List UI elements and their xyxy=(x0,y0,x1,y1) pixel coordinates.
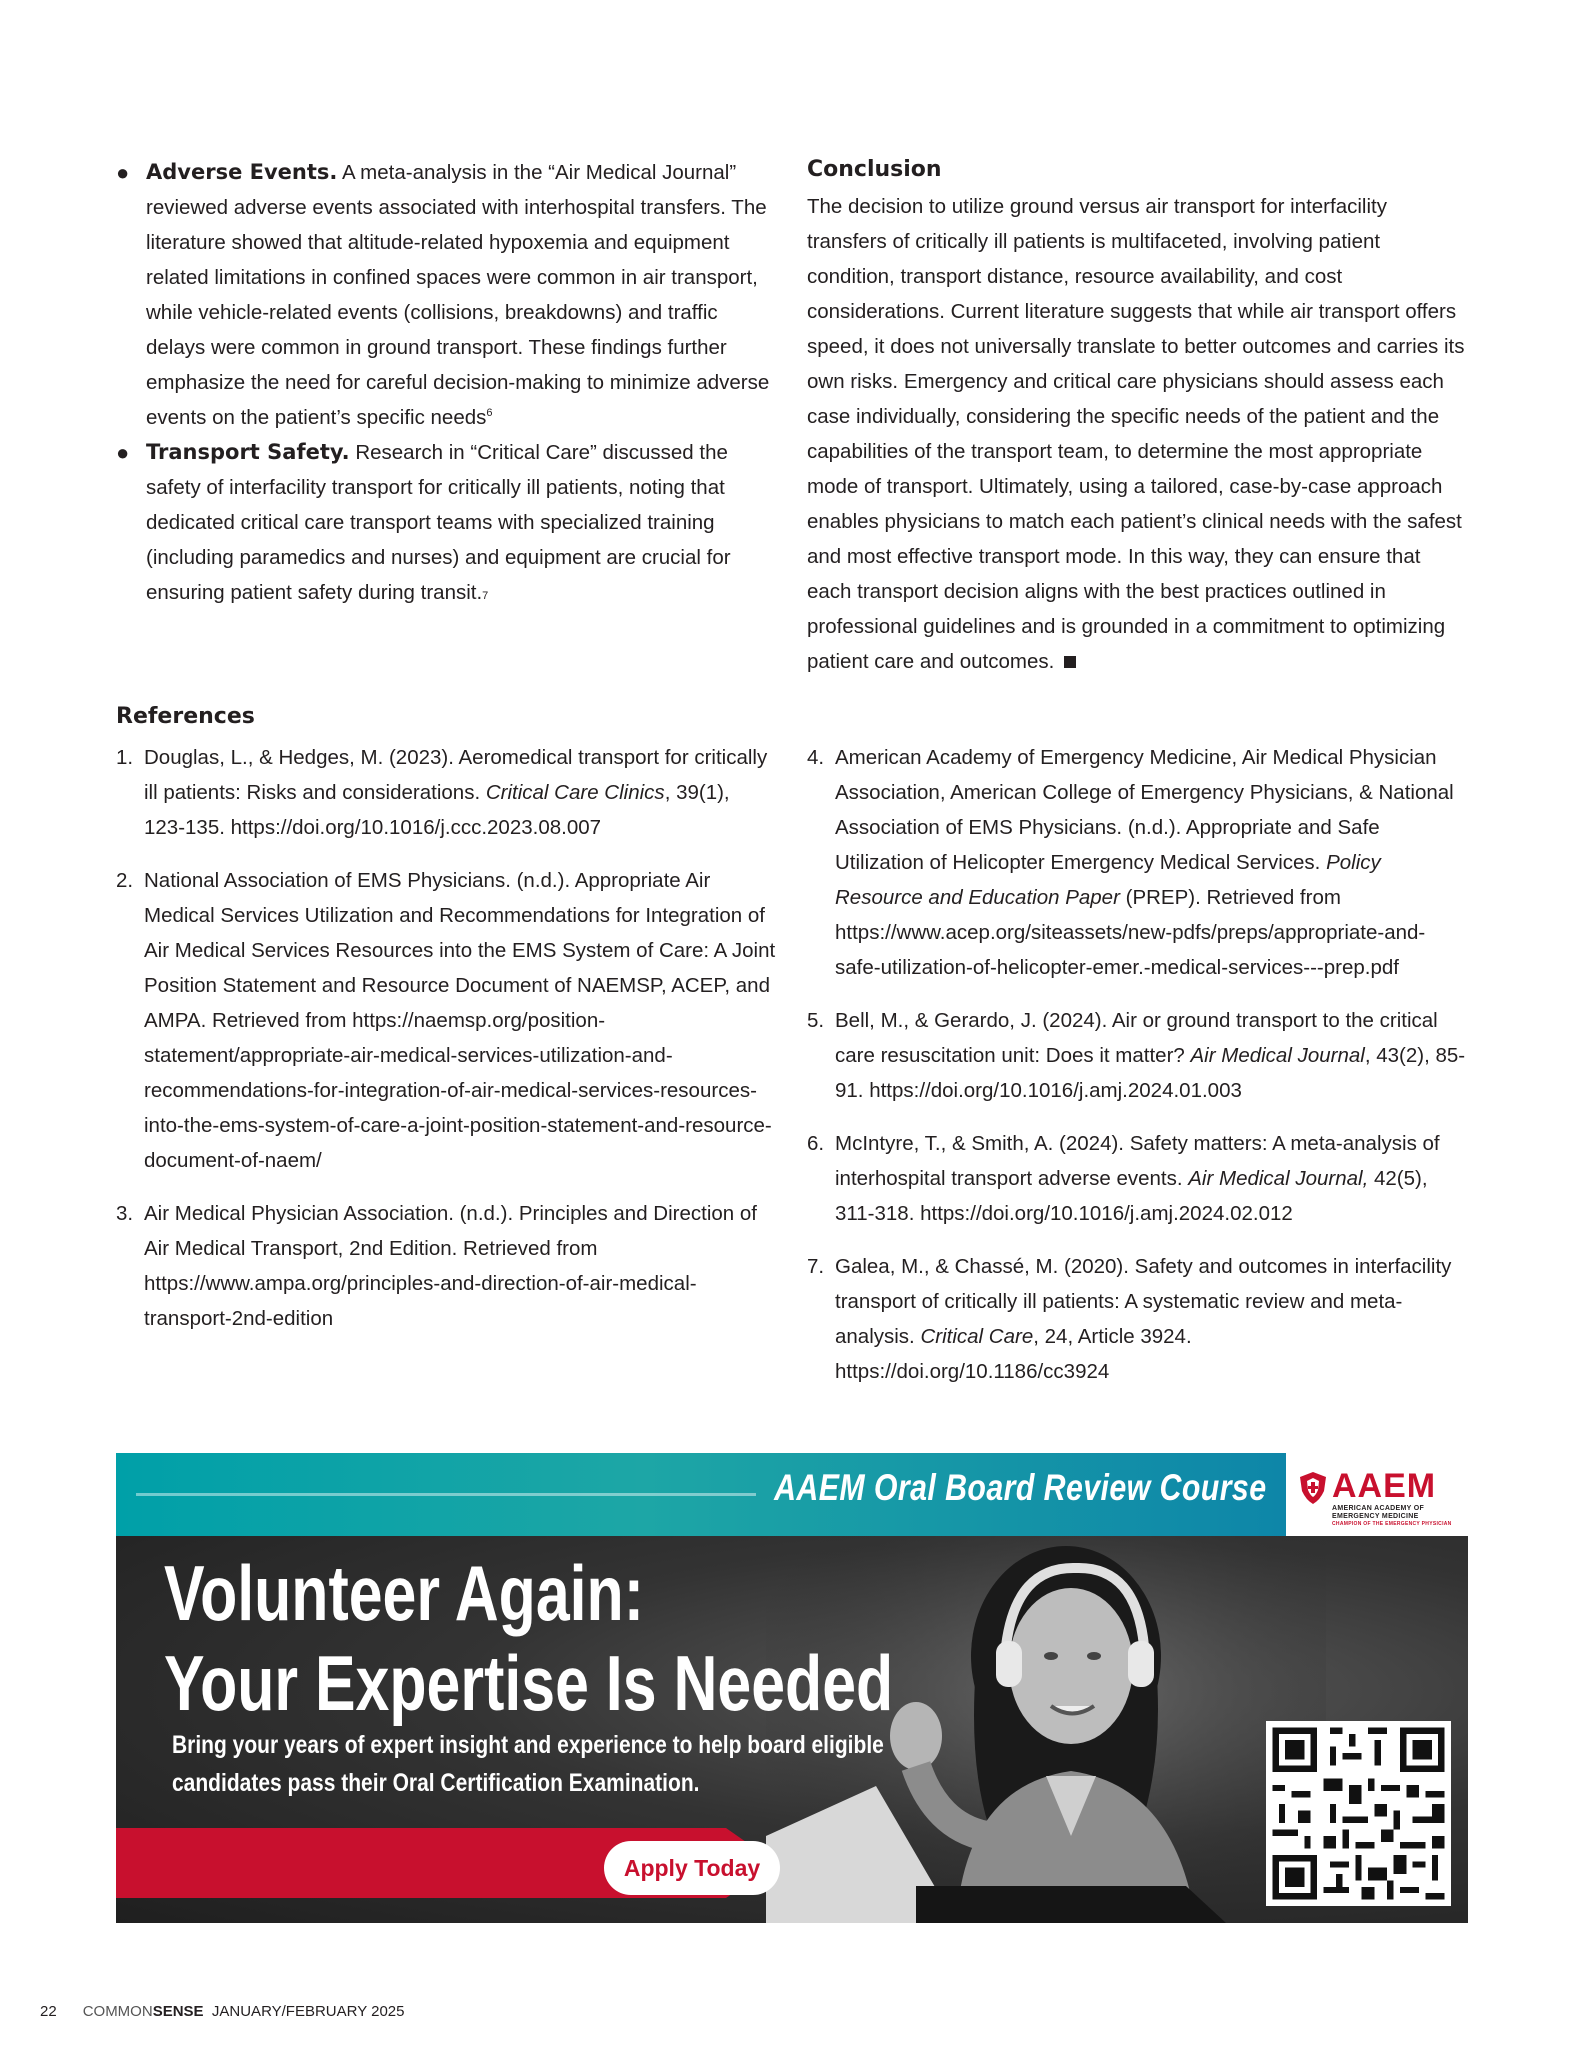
reference-number: 7. xyxy=(807,1255,825,1278)
reference-list-right xyxy=(807,740,1467,1389)
reference-list-left xyxy=(116,740,776,1336)
ad-headline-line-2: Your Expertise Is Needed xyxy=(164,1639,894,1727)
page-footer xyxy=(40,2003,404,2020)
reference-text: American Academy of Emergency Medicine, Air Medical Physician Association, American College of Emergency Physicians, & National Association of EMS Physicians. (n.d.). Appropriate and Safe Utilization of Helicopter Emergency Medical Services. xyxy=(835,746,1454,874)
ad-header-bar xyxy=(116,1453,1286,1536)
reference-item xyxy=(116,1196,776,1336)
references-left xyxy=(116,740,776,1354)
end-of-article-icon xyxy=(1064,656,1076,668)
conclusion-paragraph xyxy=(807,189,1467,679)
bullet-heading: Transport Safety. xyxy=(146,440,350,464)
ad-banner[interactable] xyxy=(116,1453,1468,1923)
ad-main-panel xyxy=(116,1536,1468,1923)
bullet-column xyxy=(116,155,776,614)
page-number: 22 xyxy=(40,2003,57,2020)
logo-wordmark: AAEM xyxy=(1332,1467,1437,1505)
reference-number: 1. xyxy=(116,746,134,769)
conclusion-text: The decision to utilize ground versus air transport for interfacility transfers of critically ill patients is multifaceted, involving patient condition, transport distance, resource availability, and cost considerations. Current literature suggests that while air transport offers speed, it does not universally translate to better outcomes and carries its own risks. Emergency and critical care physicians should assess each case individually, considering the specific needs of the patient and the capabilities of the transport team, to determine the most appropriate mode of transport. Ultimately, using a tailored, case-by-case approach enables physicians to match each patient’s clinical needs with the safest and most effective transport mode. In this way, they can ensure that each transport decision aligns with the best practices outlined in professional guidelines and is grounded in a commitment to optimizing patient care and outcomes. xyxy=(807,195,1465,673)
ad-subline-line-2: candidates pass their Oral Certification Examination. xyxy=(172,1769,700,1797)
footnote-marker: 6 xyxy=(486,407,493,420)
reference-item xyxy=(807,1249,1467,1389)
reference-item xyxy=(807,1003,1467,1108)
reference-details: (PREP). Retrieved from https://www.acep.org/siteassets/new-pdfs/preps/appropriate-and-safe-utilization-of-helicopter-emer.-medical-services---prep.pdf xyxy=(835,886,1426,979)
qr-code-icon[interactable] xyxy=(1266,1721,1451,1906)
reference-journal: Critical Care Clinics xyxy=(485,781,665,804)
shield-icon xyxy=(1298,1471,1328,1505)
reference-journal: Policy Resource and Education Paper xyxy=(835,851,1381,909)
reference-journal: Air Medical Journal xyxy=(1190,1044,1365,1067)
logo-subtext xyxy=(1332,1505,1462,1528)
reference-number: 3. xyxy=(116,1202,134,1225)
bullet-icon: ● xyxy=(116,440,130,465)
reference-details: , 24, Article 3924. https://doi.org/10.1186/cc3924 xyxy=(835,1325,1192,1383)
publication-name-light: COMMON xyxy=(82,2003,153,2020)
publication-name-bold: SENSE xyxy=(152,2003,204,2020)
bullet-heading: Adverse Events. xyxy=(146,160,338,184)
reference-details: 42(5), 311-318. https://doi.org/10.1016/j.amj.2024.02.012 xyxy=(835,1167,1428,1225)
reference-journal: Critical Care xyxy=(920,1325,1034,1348)
apply-today-button[interactable]: Apply Today xyxy=(604,1841,780,1895)
ad-course-title: AAEM Oral Board Review Course xyxy=(773,1467,1266,1508)
conclusion-heading: Conclusion xyxy=(807,157,942,182)
ad-headline-line-1: Volunteer Again: xyxy=(164,1549,644,1637)
bullet-text: Research in “Critical Care” discussed the safety of interfacility transport for critically ill patients, noting that dedicated critical care transport teams with specialized training (including paramedics and nurses) and equipment are crucial for ensuring patient safety during transit. xyxy=(146,441,731,604)
reference-item xyxy=(807,740,1467,985)
reference-item xyxy=(807,1126,1467,1231)
footnote-marker: 7 xyxy=(482,590,489,602)
ad-subline xyxy=(172,1726,884,1802)
references-right xyxy=(807,740,1467,1407)
reference-item xyxy=(116,863,776,1178)
references-heading: References xyxy=(116,704,255,729)
reference-number: 2. xyxy=(116,869,134,892)
ad-subline-line-1: Bring your years of expert insight and experience to help board eligible xyxy=(172,1731,884,1759)
ad-header-rule xyxy=(136,1493,756,1496)
reference-text: Douglas, L., & Hedges, M. (2023). Aeromedical transport for critically ill patients: Risks and considerations. xyxy=(144,746,768,804)
issue-date: JANUARY/FEBRUARY 2025 xyxy=(211,2003,405,2020)
reference-item xyxy=(116,740,776,845)
logo-org-name: AMERICAN ACADEMY OF EMERGENCY MEDICINE xyxy=(1332,1505,1425,1520)
reference-text: Bell, M., & Gerardo, J. (2024). Air or ground transport to the critical care resuscitation unit: Does it matter? xyxy=(835,1009,1438,1067)
bullet-list xyxy=(116,155,776,614)
reference-text: Air Medical Physician Association. (n.d.). Principles and Direction of Air Medical Transport, 2nd Edition. Retrieved from https://www.ampa.org/principles-and-direction-of-air-medical-transport-2nd-edition xyxy=(144,1202,757,1330)
conclusion-section xyxy=(807,155,1467,679)
reference-journal: Air Medical Journal, xyxy=(1188,1167,1369,1190)
bullet-transport-safety xyxy=(116,435,776,614)
reference-details: , 39(1), 123-135. https://doi.org/10.1016/j.ccc.2023.08.007 xyxy=(144,781,730,839)
reference-text: McIntyre, T., & Smith, A. (2024). Safety matters: A meta-analysis of interhospital transport adverse events. xyxy=(835,1132,1440,1190)
bullet-adverse-events xyxy=(116,155,776,435)
reference-number: 4. xyxy=(807,746,825,769)
ad-headline xyxy=(164,1548,893,1728)
reference-text: Galea, M., & Chassé, M. (2020). Safety and outcomes in interfacility transport of critically ill patients: A systematic review and meta-analysis. xyxy=(835,1255,1452,1348)
bullet-text: A meta-analysis in the “Air Medical Journal” reviewed adverse events associated with interhospital transfers. The literature showed that altitude-related hypoxemia and equipment related limitations in confined spaces were common in air transport, while vehicle-related events (collisions, breakdowns) and traffic delays were common in ground transport. These findings further emphasize the need for careful decision-making to minimize adverse events on the patient’s specific needs xyxy=(146,161,770,429)
reference-text: National Association of EMS Physicians. (n.d.). Appropriate Air Medical Services Utilization and Recommendations for Integration of Air Medical Services Resources into the EMS System of Care: A Joint Position Statement and Resource Document of NAEMSP, ACEP, and AMPA. Retrieved from https://naemsp.org/position-statement/appropriate-air-medical-services-utilization-and-recommendations-for-integration-of-air-medical-services-resources-into-the-ems-system-of-care-a-joint-position-statement-and-resource-document-of-naem/ xyxy=(144,869,776,1172)
reference-number: 6. xyxy=(807,1132,825,1155)
aaem-logo xyxy=(1286,1453,1468,1536)
reference-details: , 43(2), 85-91. https://doi.org/10.1016/j.amj.2024.01.003 xyxy=(835,1044,1466,1102)
logo-tagline: CHAMPION OF THE EMERGENCY PHYSICIAN xyxy=(1332,1521,1452,1527)
bullet-icon: ● xyxy=(116,160,130,185)
reference-number: 5. xyxy=(807,1009,825,1032)
